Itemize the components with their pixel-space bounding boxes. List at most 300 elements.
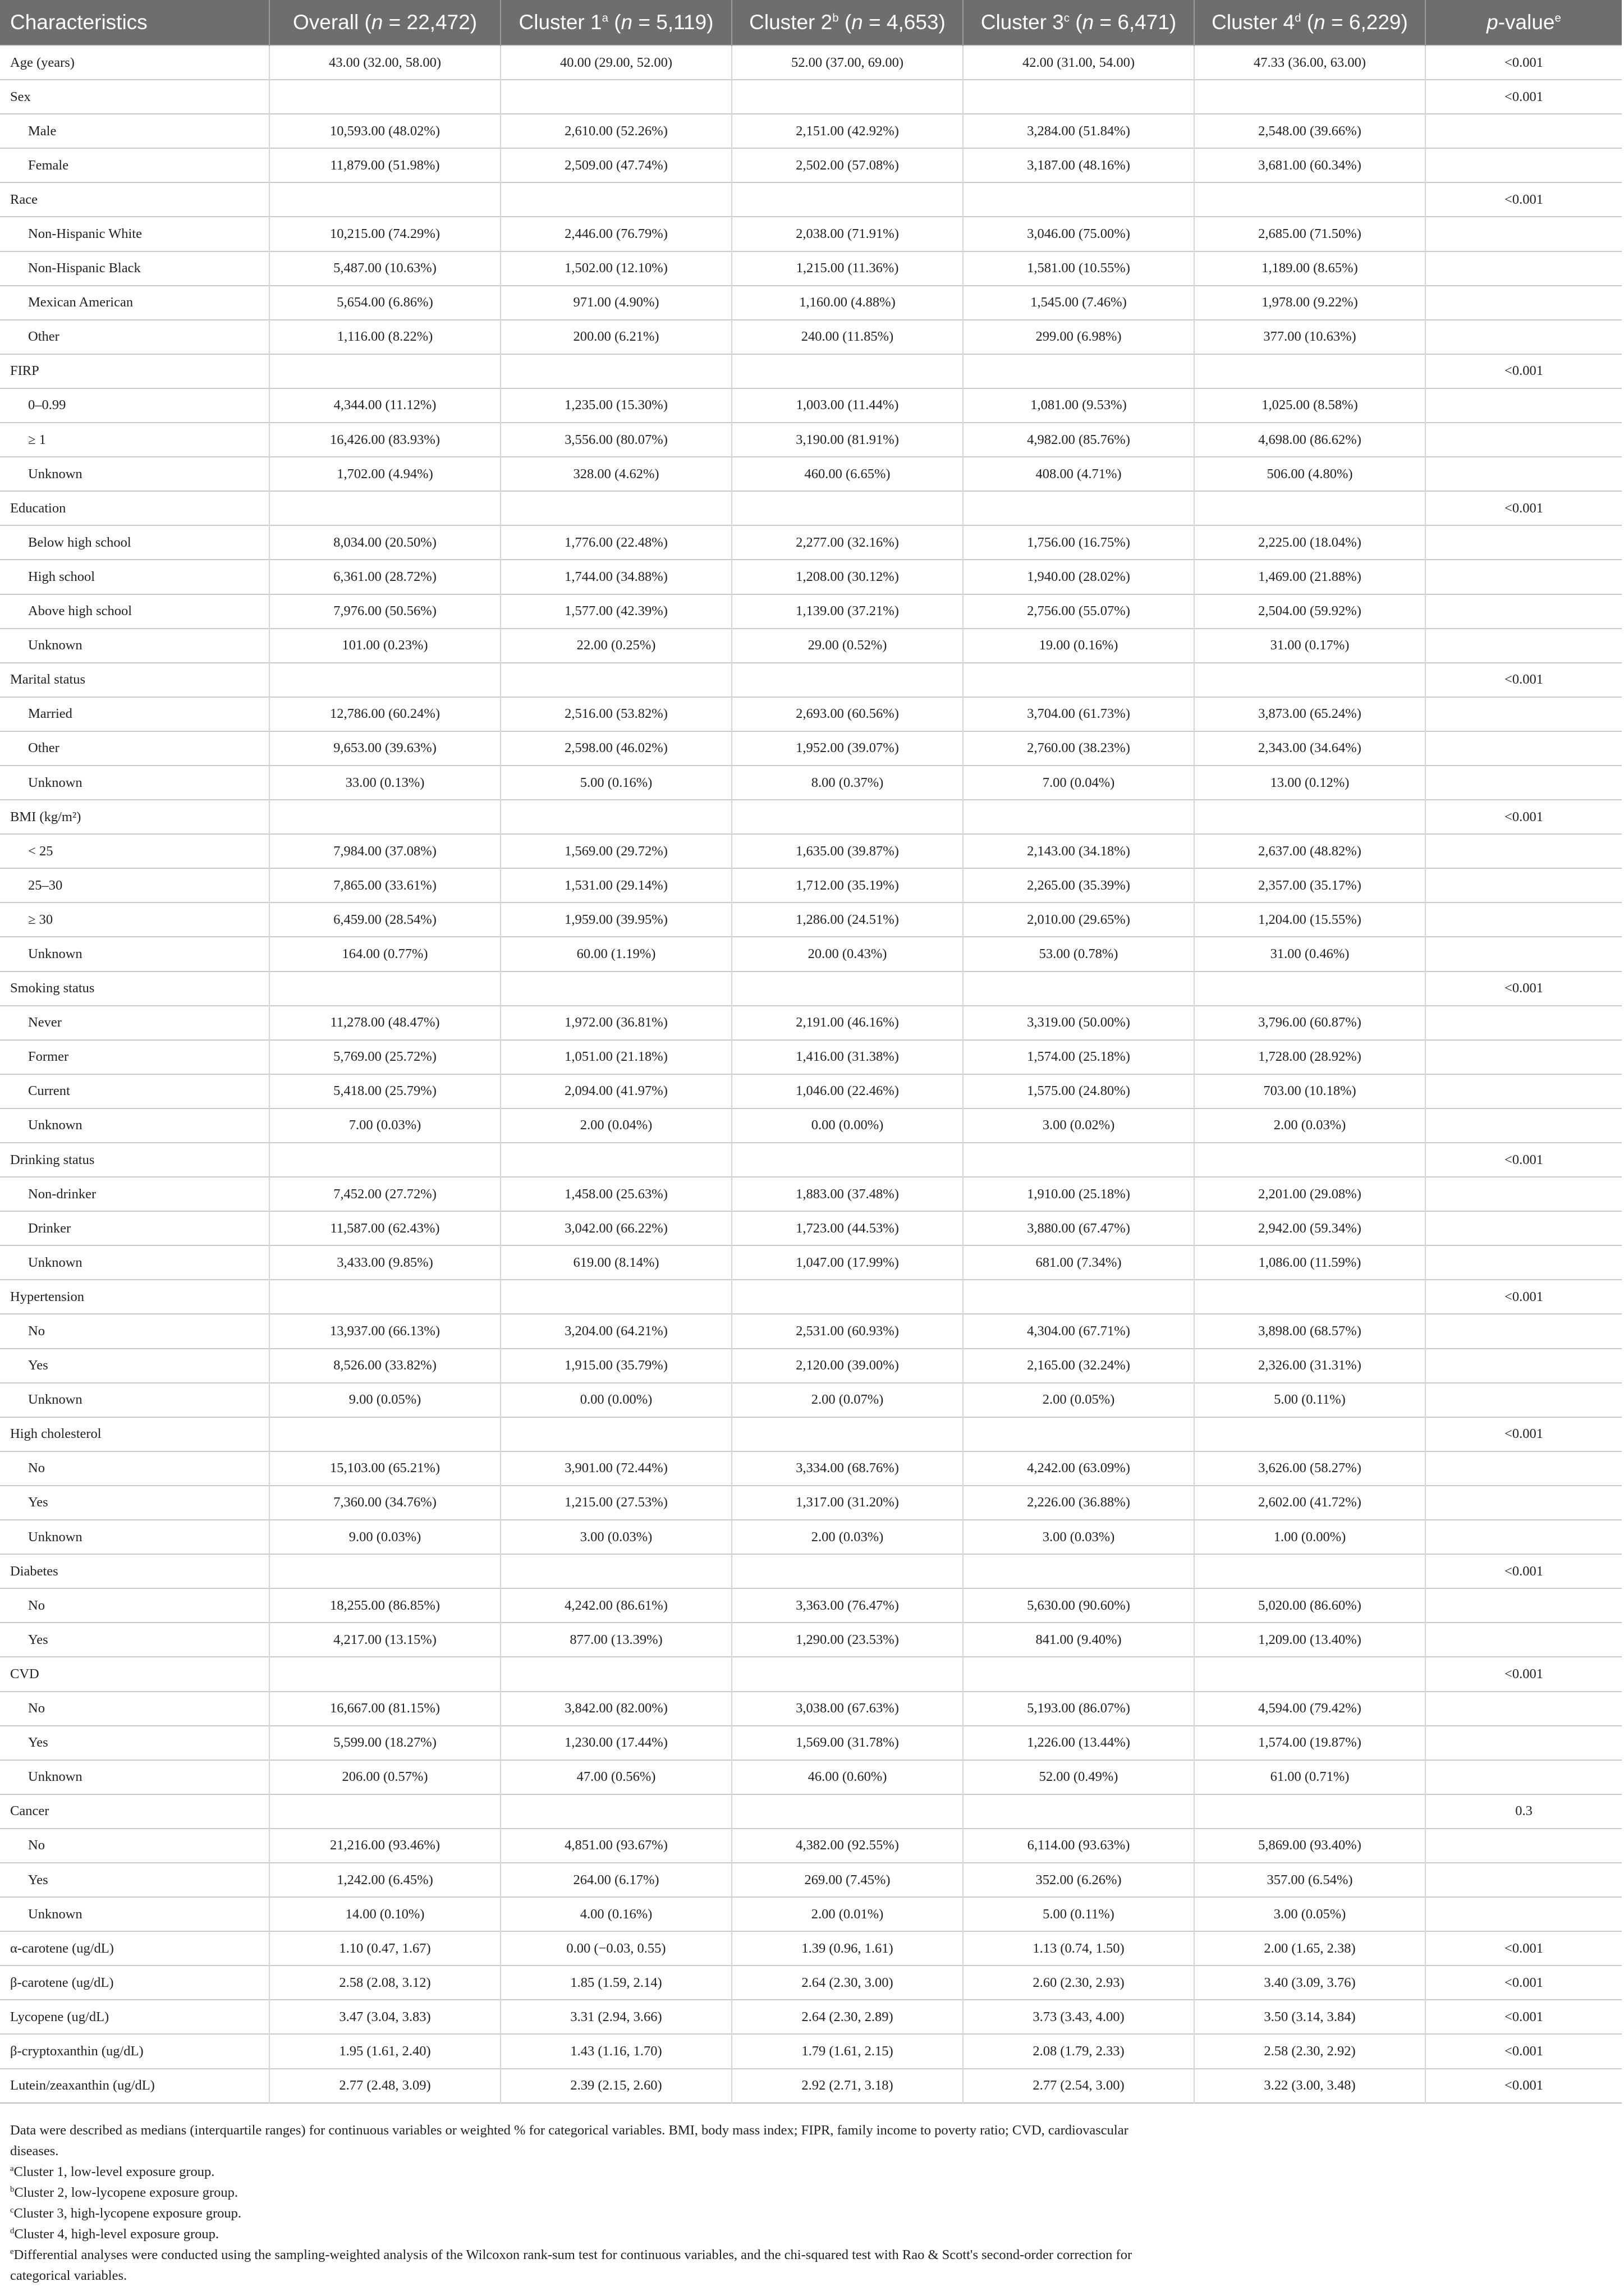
cell-cluster-1: 971.00 (4.90%) [501,286,732,320]
cell-cluster-2: 2.64 (2.30, 3.00) [732,1966,963,2000]
cell-overall: 14.00 (0.10%) [269,1897,501,1931]
table-row [0,1794,1622,1829]
cell-p-value [1425,1588,1622,1623]
row-label: Lycopene (ug/dL) [0,2000,269,2034]
cell-overall [269,182,501,217]
table-row [0,800,1622,834]
cell-cluster-3: 3,880.00 (67.47%) [963,1211,1194,1245]
cell-p-value [1425,1040,1622,1074]
cell-overall: 11,278.00 (48.47%) [269,1006,501,1040]
cell-overall: 5,418.00 (25.79%) [269,1074,501,1108]
cell-overall: 5,654.00 (6.86%) [269,286,501,320]
cell-cluster-4: 1.00 (0.00%) [1194,1520,1425,1554]
cell-cluster-1: 1,458.00 (25.63%) [501,1177,732,1211]
cell-overall: 7.00 (0.03%) [269,1108,501,1143]
cell-cluster-3: 2,265.00 (35.39%) [963,868,1194,903]
row-label: FIRP [0,354,269,388]
cell-cluster-4: 5,869.00 (93.40%) [1194,1829,1425,1863]
cell-cluster-3 [963,1794,1194,1829]
cell-cluster-4: 4,698.00 (86.62%) [1194,423,1425,457]
cell-cluster-1: 1,915.00 (35.79%) [501,1349,732,1383]
cell-cluster-2: 1,723.00 (44.53%) [732,1211,963,1245]
row-label: α-carotene (ug/dL) [0,1931,269,1966]
cell-p-value [1425,1760,1622,1794]
cell-cluster-4: 3,873.00 (65.24%) [1194,697,1425,731]
cell-cluster-4: 1,086.00 (11.59%) [1194,1245,1425,1280]
cell-overall: 5,487.00 (10.63%) [269,251,501,286]
table-row [0,1760,1622,1794]
cell-cluster-2: 52.00 (37.00, 69.00) [732,45,963,80]
cell-overall: 2.58 (2.08, 3.12) [269,1966,501,2000]
cell-cluster-3: 1.13 (0.74, 1.50) [963,1931,1194,1966]
cell-p-value [1425,868,1622,903]
cell-cluster-4: 3.00 (0.05%) [1194,1897,1425,1931]
cell-p-value [1425,388,1622,423]
table-row [0,1588,1622,1623]
cell-cluster-1 [501,182,732,217]
cell-cluster-3: 4,242.00 (63.09%) [963,1451,1194,1486]
cell-cluster-1: 1,776.00 (22.48%) [501,525,732,560]
row-label: Current [0,1074,269,1108]
table-row [0,423,1622,457]
cell-p-value [1425,251,1622,286]
table-row [0,1006,1622,1040]
row-label: Female [0,148,269,182]
cell-cluster-3 [963,1143,1194,1177]
cell-overall: 4,344.00 (11.12%) [269,388,501,423]
cell-cluster-4: 1,209.00 (13.40%) [1194,1623,1425,1657]
cell-cluster-1 [501,1657,732,1691]
cell-cluster-3 [963,1657,1194,1691]
cell-overall: 1.95 (1.61, 2.40) [269,2034,501,2068]
cell-cluster-2: 2.00 (0.03%) [732,1520,963,1554]
row-label: Yes [0,1486,269,1520]
cell-cluster-1: 5.00 (0.16%) [501,766,732,800]
cell-cluster-3: 3.73 (3.43, 4.00) [963,2000,1194,2034]
cell-cluster-3 [963,80,1194,114]
cell-overall: 1,116.00 (8.22%) [269,320,501,354]
cell-cluster-4: 2,637.00 (48.82%) [1194,834,1425,868]
cell-p-value: <0.001 [1425,1657,1622,1691]
cell-cluster-3: 3,704.00 (61.73%) [963,697,1194,731]
cell-cluster-2: 1,712.00 (35.19%) [732,868,963,903]
cell-cluster-4: 3,796.00 (60.87%) [1194,1006,1425,1040]
cell-p-value: <0.001 [1425,182,1622,217]
row-label: Yes [0,1863,269,1897]
cell-p-value [1425,766,1622,800]
cell-cluster-1: 22.00 (0.25%) [501,629,732,663]
cell-cluster-3: 5.00 (0.11%) [963,1897,1194,1931]
table-row [0,629,1622,663]
cell-cluster-2: 3,334.00 (68.76%) [732,1451,963,1486]
cell-p-value [1425,114,1622,148]
footnote-a: $^a$Cluster 1, low-level exposure group. [10,2164,215,2179]
cell-cluster-2: 2,038.00 (71.91%) [732,217,963,251]
cell-cluster-3 [963,663,1194,697]
cell-cluster-1: 328.00 (4.62%) [501,457,732,491]
cell-cluster-2: 1,286.00 (24.51%) [732,903,963,937]
table-row [0,320,1622,354]
cell-p-value [1425,629,1622,663]
cell-cluster-3: 681.00 (7.34%) [963,1245,1194,1280]
cell-cluster-4: 5.00 (0.11%) [1194,1383,1425,1417]
cell-cluster-1: 2,446.00 (76.79%) [501,217,732,251]
cell-cluster-4: 1,189.00 (8.65%) [1194,251,1425,286]
table-row [0,903,1622,937]
cell-overall: 1,702.00 (4.94%) [269,457,501,491]
cell-p-value [1425,1383,1622,1417]
cell-p-value [1425,1486,1622,1520]
cell-cluster-4: 1,469.00 (21.88%) [1194,560,1425,594]
cell-cluster-4: 5,020.00 (86.60%) [1194,1588,1425,1623]
row-label: Yes [0,1726,269,1760]
row-label: Male [0,114,269,148]
cell-cluster-3: 841.00 (9.40%) [963,1623,1194,1657]
cell-cluster-2: 2,277.00 (32.16%) [732,525,963,560]
cell-cluster-1: 47.00 (0.56%) [501,1760,732,1794]
cell-cluster-3: 2,760.00 (38.23%) [963,731,1194,766]
cell-p-value [1425,937,1622,971]
cell-overall [269,800,501,834]
cell-p-value [1425,834,1622,868]
cell-cluster-4: 3,626.00 (58.27%) [1194,1451,1425,1486]
cell-cluster-1 [501,1794,732,1829]
cell-p-value [1425,525,1622,560]
cell-p-value [1425,423,1622,457]
cell-p-value [1425,1006,1622,1040]
table-row [0,1108,1622,1143]
table-row [0,2069,1622,2103]
cell-cluster-2 [732,800,963,834]
cell-cluster-2: 1,317.00 (31.20%) [732,1486,963,1520]
cell-cluster-1: 60.00 (1.19%) [501,937,732,971]
cell-cluster-3: 53.00 (0.78%) [963,937,1194,971]
cell-overall: 11,587.00 (62.43%) [269,1211,501,1245]
cell-cluster-2: 8.00 (0.37%) [732,766,963,800]
cell-overall [269,1280,501,1314]
cell-cluster-2 [732,1417,963,1451]
table-row [0,1451,1622,1486]
table-row [0,525,1622,560]
cell-p-value [1425,560,1622,594]
cell-cluster-2: 1,883.00 (37.48%) [732,1177,963,1211]
cell-p-value: <0.001 [1425,1931,1622,1966]
table-row [0,2034,1622,2068]
table-row [0,594,1622,629]
cell-p-value [1425,1211,1622,1245]
cell-cluster-1 [501,972,732,1006]
table-row [0,217,1622,251]
cell-overall: 6,459.00 (28.54%) [269,903,501,937]
cell-cluster-1: 1,502.00 (12.10%) [501,251,732,286]
cell-cluster-1 [501,800,732,834]
cell-cluster-1: 2,516.00 (53.82%) [501,697,732,731]
cell-cluster-4 [1194,1143,1425,1177]
cell-p-value [1425,1177,1622,1211]
table-row [0,2000,1622,2034]
cell-overall: 1.10 (0.47, 1.67) [269,1931,501,1966]
cell-cluster-1: 3,042.00 (66.22%) [501,1211,732,1245]
cell-p-value [1425,1863,1622,1897]
cell-cluster-4: 3.40 (3.09, 3.76) [1194,1966,1425,2000]
table-row [0,1520,1622,1554]
cell-cluster-2 [732,182,963,217]
cell-overall: 13,937.00 (66.13%) [269,1314,501,1348]
cell-cluster-2 [732,354,963,388]
cell-cluster-3: 6,114.00 (93.63%) [963,1829,1194,1863]
table-row [0,868,1622,903]
cell-overall [269,1554,501,1588]
cell-overall: 3,433.00 (9.85%) [269,1245,501,1280]
cell-overall: 7,360.00 (34.76%) [269,1486,501,1520]
row-label: Unknown [0,1108,269,1143]
row-label: Marital status [0,663,269,697]
cell-cluster-4: 2.58 (2.30, 2.92) [1194,2034,1425,2068]
row-label: Unknown [0,766,269,800]
cell-cluster-4 [1194,1794,1425,1829]
cell-cluster-4: 3.50 (3.14, 3.84) [1194,2000,1425,2034]
cell-cluster-2: 1,635.00 (39.87%) [732,834,963,868]
cell-cluster-2 [732,1657,963,1691]
header-cluster-2: Cluster 2$^b$ (n = 4,653) [732,0,963,45]
cell-cluster-1: 2.00 (0.04%) [501,1108,732,1143]
row-label: ≥ 30 [0,903,269,937]
cell-cluster-3 [963,1417,1194,1451]
row-label: Below high school [0,525,269,560]
cell-cluster-4 [1194,663,1425,697]
row-label: Age (years) [0,45,269,80]
row-label: Drinker [0,1211,269,1245]
cell-cluster-2: 1,160.00 (4.88%) [732,286,963,320]
table-row [0,1726,1622,1760]
cell-cluster-3: 3,187.00 (48.16%) [963,148,1194,182]
cell-cluster-4: 2,548.00 (39.66%) [1194,114,1425,148]
cell-cluster-3: 3,319.00 (50.00%) [963,1006,1194,1040]
table-row [0,1554,1622,1588]
cell-cluster-2: 20.00 (0.43%) [732,937,963,971]
row-label: Married [0,697,269,731]
table-footnotes [10,2120,1172,2286]
row-label: Unknown [0,457,269,491]
cell-cluster-1: 877.00 (13.39%) [501,1623,732,1657]
cell-p-value [1425,457,1622,491]
row-label: No [0,1588,269,1623]
row-label: Other [0,731,269,766]
cell-cluster-2: 460.00 (6.65%) [732,457,963,491]
cell-cluster-3: 1,545.00 (7.46%) [963,286,1194,320]
cell-cluster-3 [963,1554,1194,1588]
footnote-main: Data were described as medians (interquartile ranges) for continuous variables or weighted % for categorical variables. BMI, body mass index; FIPR, family income to poverty ratio; CVD, cardiovascular diseases. [10,2123,1128,2159]
cell-cluster-4: 2.00 (0.03%) [1194,1108,1425,1143]
table-row [0,1692,1622,1726]
cell-p-value [1425,1074,1622,1108]
table-row [0,1349,1622,1383]
cell-cluster-2: 2,502.00 (57.08%) [732,148,963,182]
cell-cluster-3: 1,581.00 (10.55%) [963,251,1194,286]
cell-overall: 101.00 (0.23%) [269,629,501,663]
cell-cluster-2: 2.00 (0.01%) [732,1897,963,1931]
cell-cluster-1 [501,491,732,525]
table-row [0,1177,1622,1211]
table-row [0,731,1622,766]
cell-cluster-2: 1.39 (0.96, 1.61) [732,1931,963,1966]
table-row [0,1383,1622,1417]
cell-cluster-2: 2,693.00 (60.56%) [732,697,963,731]
table-row [0,388,1622,423]
row-label: Cancer [0,1794,269,1829]
cell-p-value [1425,594,1622,629]
cell-cluster-2: 1,046.00 (22.46%) [732,1074,963,1108]
cell-cluster-1: 1,577.00 (42.39%) [501,594,732,629]
cell-p-value [1425,1314,1622,1348]
table-row [0,251,1622,286]
cell-cluster-1: 1.43 (1.16, 1.70) [501,2034,732,2068]
cell-cluster-2: 1,003.00 (11.44%) [732,388,963,423]
row-label: Race [0,182,269,217]
cell-cluster-3: 2.60 (2.30, 2.93) [963,1966,1194,2000]
row-label: Education [0,491,269,525]
cell-cluster-4: 2,343.00 (34.64%) [1194,731,1425,766]
cell-cluster-4: 703.00 (10.18%) [1194,1074,1425,1108]
cell-cluster-2: 2,151.00 (42.92%) [732,114,963,148]
cell-cluster-1: 2,598.00 (46.02%) [501,731,732,766]
cell-p-value: <0.001 [1425,1143,1622,1177]
header-p-value: p-value$^e$ [1425,0,1622,45]
cell-cluster-3 [963,491,1194,525]
cell-cluster-3: 352.00 (6.26%) [963,1863,1194,1897]
row-label: No [0,1829,269,1863]
row-label: Never [0,1006,269,1040]
cell-overall: 7,452.00 (27.72%) [269,1177,501,1211]
cell-cluster-1: 1,972.00 (36.81%) [501,1006,732,1040]
cell-p-value [1425,320,1622,354]
cell-overall: 3.47 (3.04, 3.83) [269,2000,501,2034]
cell-cluster-3: 408.00 (4.71%) [963,457,1194,491]
cell-cluster-4: 2,602.00 (41.72%) [1194,1486,1425,1520]
cell-overall: 5,599.00 (18.27%) [269,1726,501,1760]
row-label: Non-drinker [0,1177,269,1211]
cell-cluster-1: 0.00 (−0.03, 0.55) [501,1931,732,1966]
cell-cluster-4: 2,942.00 (59.34%) [1194,1211,1425,1245]
cell-cluster-2: 2.00 (0.07%) [732,1383,963,1417]
row-label: Former [0,1040,269,1074]
cell-overall: 2.77 (2.48, 3.09) [269,2069,501,2103]
table-row [0,1245,1622,1280]
cell-cluster-3: 3,046.00 (75.00%) [963,217,1194,251]
cell-cluster-1 [501,1554,732,1588]
table-row [0,1931,1622,1966]
cell-cluster-1: 40.00 (29.00, 52.00) [501,45,732,80]
cell-cluster-4 [1194,800,1425,834]
cell-overall: 8,526.00 (33.82%) [269,1349,501,1383]
cell-cluster-1: 200.00 (6.21%) [501,320,732,354]
cell-overall: 9.00 (0.05%) [269,1383,501,1417]
cell-p-value [1425,1623,1622,1657]
table-header-row [0,0,1622,45]
cell-overall: 16,426.00 (83.93%) [269,423,501,457]
cell-cluster-1: 1,531.00 (29.14%) [501,868,732,903]
row-label: β-carotene (ug/dL) [0,1966,269,2000]
cell-p-value: <0.001 [1425,1554,1622,1588]
cell-cluster-2 [732,663,963,697]
cell-cluster-3: 1,575.00 (24.80%) [963,1074,1194,1108]
cell-cluster-1: 1,744.00 (34.88%) [501,560,732,594]
cell-cluster-2: 2,191.00 (46.16%) [732,1006,963,1040]
footnote-b: $^b$Cluster 2, low-lycopene exposure group. [10,2184,238,2200]
cell-cluster-4 [1194,972,1425,1006]
cell-cluster-3: 7.00 (0.04%) [963,766,1194,800]
table-row [0,114,1622,148]
cell-cluster-4: 2,201.00 (29.08%) [1194,1177,1425,1211]
table-row [0,1211,1622,1245]
cell-overall [269,80,501,114]
cell-cluster-3: 19.00 (0.16%) [963,629,1194,663]
cell-cluster-1: 4,242.00 (86.61%) [501,1588,732,1623]
table-row [0,286,1622,320]
cell-cluster-1: 1,215.00 (27.53%) [501,1486,732,1520]
cell-cluster-3: 4,982.00 (85.76%) [963,423,1194,457]
cell-cluster-3: 2,010.00 (29.65%) [963,903,1194,937]
cell-cluster-1: 3.00 (0.03%) [501,1520,732,1554]
table-row [0,182,1622,217]
cell-overall [269,1657,501,1691]
cell-overall [269,491,501,525]
cell-cluster-3: 1,940.00 (28.02%) [963,560,1194,594]
table-row [0,1486,1622,1520]
cell-overall: 18,255.00 (86.85%) [269,1588,501,1623]
cell-cluster-3 [963,972,1194,1006]
header-cluster-4: Cluster 4$^d$ (n = 6,229) [1194,0,1425,45]
cell-p-value: <0.001 [1425,1966,1622,2000]
cell-overall [269,1143,501,1177]
cell-overall: 33.00 (0.13%) [269,766,501,800]
row-label: High school [0,560,269,594]
cell-cluster-2: 1,569.00 (31.78%) [732,1726,963,1760]
cell-cluster-2 [732,1280,963,1314]
cell-cluster-4: 31.00 (0.46%) [1194,937,1425,971]
cell-cluster-4: 377.00 (10.63%) [1194,320,1425,354]
cell-p-value: <0.001 [1425,663,1622,697]
cell-cluster-4: 3,898.00 (68.57%) [1194,1314,1425,1348]
cell-overall [269,1794,501,1829]
header-overall: Overall (n = 22,472) [269,0,501,45]
cell-cluster-1: 3,842.00 (82.00%) [501,1692,732,1726]
cell-cluster-3 [963,354,1194,388]
cell-cluster-2: 1.79 (1.61, 2.15) [732,2034,963,2068]
cell-cluster-3: 42.00 (31.00, 54.00) [963,45,1194,80]
table-row [0,1280,1622,1314]
cell-cluster-3: 3.00 (0.02%) [963,1108,1194,1143]
cell-p-value [1425,1897,1622,1931]
row-label: Hypertension [0,1280,269,1314]
row-label: CVD [0,1657,269,1691]
cell-cluster-2: 1,952.00 (39.07%) [732,731,963,766]
table-row [0,1897,1622,1931]
cell-p-value: <0.001 [1425,2000,1622,2034]
cell-cluster-2: 3,190.00 (81.91%) [732,423,963,457]
row-label: Drinking status [0,1143,269,1177]
row-label: Lutein/zeaxanthin (ug/dL) [0,2069,269,2103]
row-label: Diabetes [0,1554,269,1588]
cell-p-value [1425,286,1622,320]
table-row [0,1074,1622,1108]
table-row [0,80,1622,114]
footnote-d: $^d$Cluster 4, high-level exposure group. [10,2226,219,2242]
cell-overall: 10,215.00 (74.29%) [269,217,501,251]
cell-overall: 16,667.00 (81.15%) [269,1692,501,1726]
cell-cluster-2: 3,038.00 (67.63%) [732,1692,963,1726]
cell-overall: 9.00 (0.03%) [269,1520,501,1554]
